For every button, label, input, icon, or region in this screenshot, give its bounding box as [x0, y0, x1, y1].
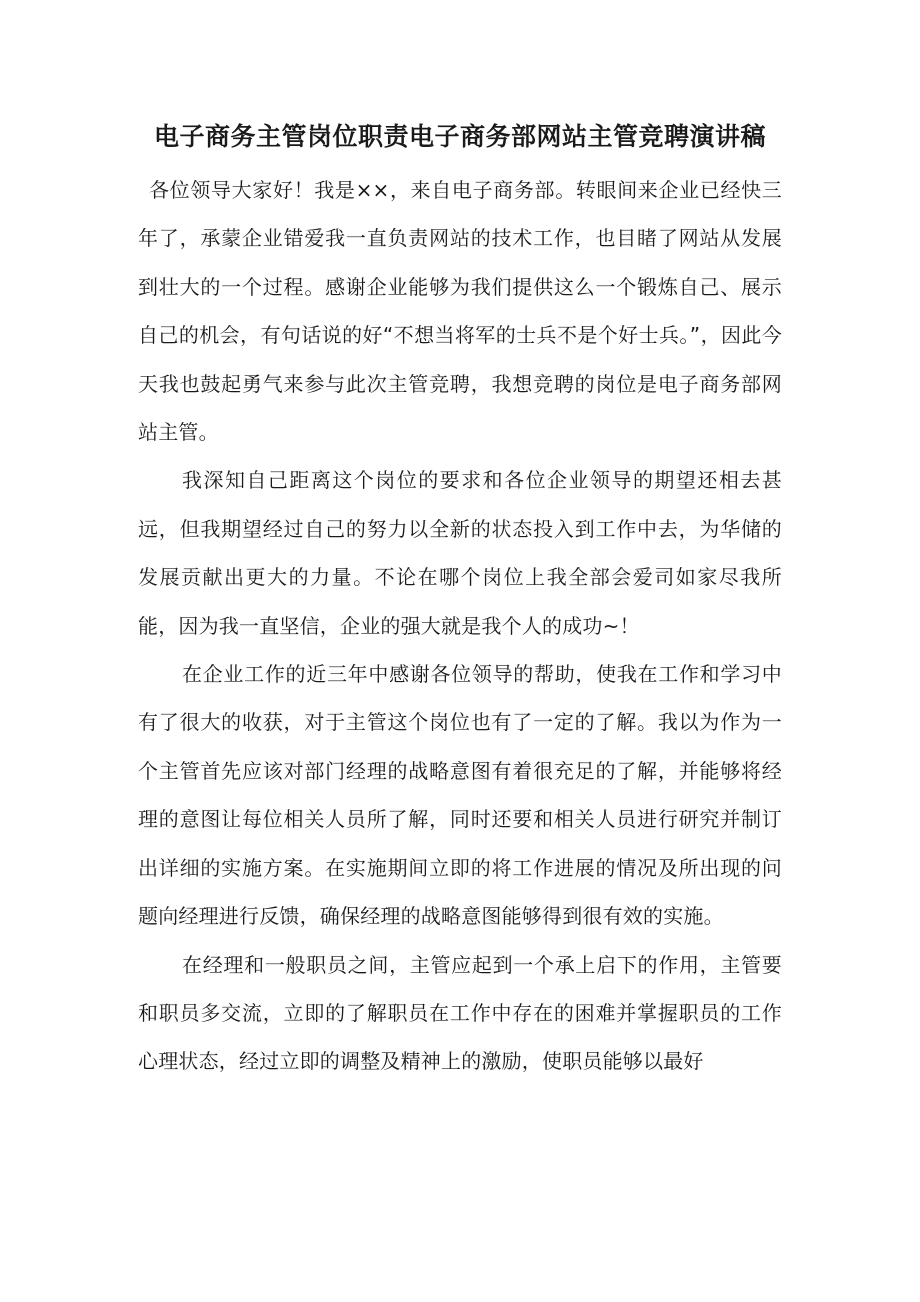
paragraph-role: 在经理和一般职员之间，主管应起到一个承上启下的作用，主管要和职员多交流，立即的了解职员在工作中存在的困难并掌握职员的工作心理状态，经过立即的调整及精神上的激励，使职员能够以最好 [138, 952, 782, 1074]
paragraph-greeting: 各位领导大家好！我是××，来自电子商务部。转眼间来企业已经快三年了，承蒙企业错爱我一直负责网站的技术工作，也目睹了网站从发展到壮大的一个过程。感谢企业能够为我们提供这么一个锻炼自己、展示自己的机会，有句话说的好“不想当将军的士兵不是个好士兵。”，因此今天我也鼓起勇气来参与此次主管竞聘，我想竞聘的岗位是电子商务部网站主管。 [138, 178, 782, 445]
document-title: 电子商务主管岗位职责电子商务部网站主管竞聘演讲稿 [153, 122, 766, 151]
document-body [138, 166, 782, 1086]
paragraph-commitment: 我深知自己距离这个岗位的要求和各位企业领导的期望还相去甚远，但我期望经过自己的努力以全新的状态投入到工作中去，为华储的发展贡献出更大的力量。不论在哪个岗位上我全部会爱司如家尽我所能，因为我一直坚信，企业的强大就是我个人的成功~！ [138, 468, 782, 638]
paragraph-understanding: 在企业工作的近三年中感谢各位领导的帮助，使我在工作和学习中有了很大的收获，对于主管这个岗位也有了一定的了解。我以为作为一个主管首先应该对部门经理的战略意图有着很充足的了解，并能够将经理的意图让每位相关人员所了解，同时还要和相关人员进行研究并制订出详细的实施方案。在实施期间立即的将工作进展的情况及所出现的问题向经理进行反馈，确保经理的战略意图能够得到很有效的实施。 [138, 662, 782, 929]
